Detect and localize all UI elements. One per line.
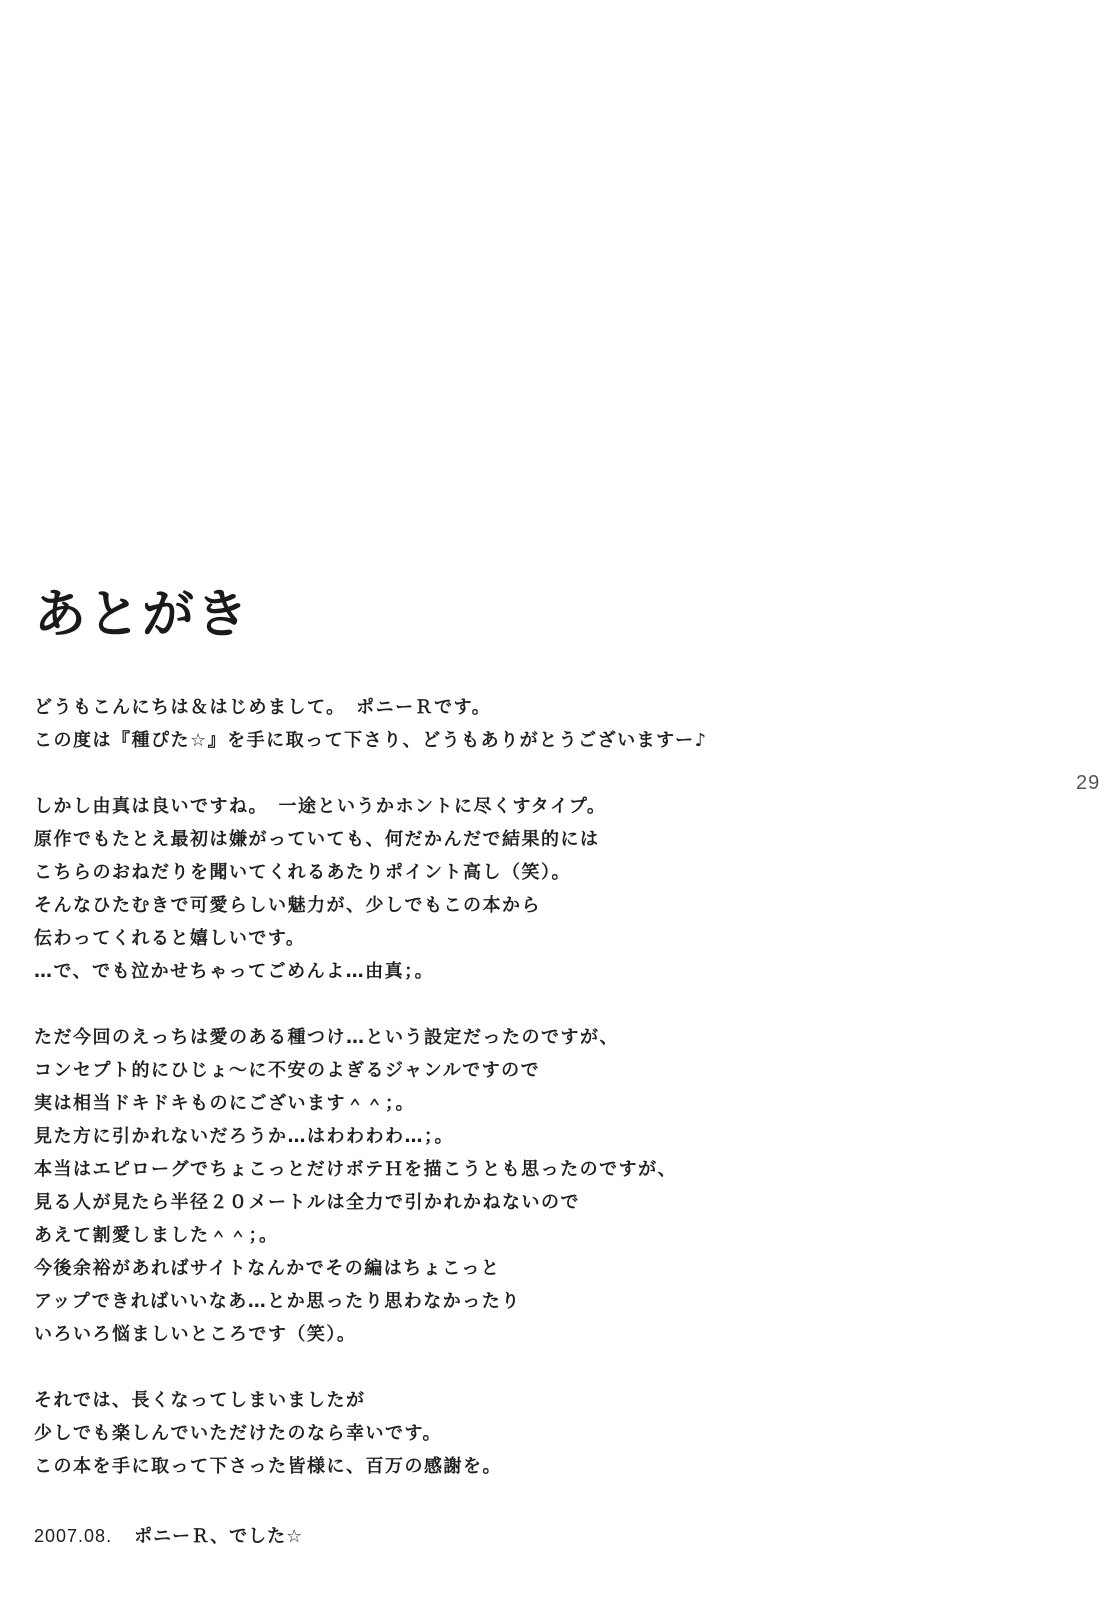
- signature-date: 2007.08.: [34, 1526, 113, 1546]
- text-line: いろいろ悩ましいところです（笑）。: [34, 1324, 357, 1345]
- paragraph: [34, 691, 1034, 757]
- text-line: ただ今回のえっちは愛のある種つけ…という設定だったのですが、: [34, 1027, 619, 1048]
- text-line: 見た方に引かれないだろうか…はわわわわ…；。: [34, 1126, 454, 1147]
- text-line: こちらのおねだりを聞いてくれるあたりポイント高し（笑）。: [34, 862, 571, 883]
- text-line: どうもこんにちは＆はじめまして。 ポニーＲです。: [34, 697, 492, 718]
- text-line: それでは、長くなってしまいましたが: [34, 1390, 366, 1411]
- text-line: 伝わってくれると嬉しいです。: [34, 928, 306, 949]
- text-line: アップできればいいなあ…とか思ったり思わなかったり: [34, 1291, 521, 1312]
- paragraph: [34, 1384, 1034, 1483]
- afterword-body: [34, 691, 1034, 1483]
- paragraph-gap: [34, 1351, 1034, 1384]
- text-line: …で、でも泣かせちゃってごめんよ…由真；。: [34, 961, 435, 982]
- text-line: 実は相当ドキドキものにございます＾＾；。: [34, 1093, 415, 1114]
- text-line: 本当はエピローグでちょこっとだけボテＨを描こうとも思ったのですが、: [34, 1159, 678, 1180]
- text-line: そんなひたむきで可愛らしい魅力が、少しでもこの本から: [34, 895, 541, 916]
- text-line: 原作でもたとえ最初は嫌がっていても、何だかんだで結果的には: [34, 829, 600, 850]
- paragraph: [34, 790, 1034, 988]
- page-number: 29: [1076, 772, 1101, 794]
- text-line: コンセプト的にひじょ～に不安のよぎるジャンルですので: [34, 1060, 541, 1081]
- signature-text: ポニーＲ、でした☆: [134, 1526, 304, 1547]
- paragraph: [34, 1021, 1034, 1351]
- text-line: あえて割愛しました＾＾；。: [34, 1225, 279, 1246]
- text-line: 見る人が見たら半径２０メートルは全力で引かれかねないので: [34, 1192, 580, 1213]
- text-line: しかし由真は良いですね。 一途というかホントに尽くすタイプ。: [34, 796, 607, 817]
- signature: [34, 1522, 303, 1548]
- text-line: 今後余裕があればサイトなんかでその編はちょこっと: [34, 1258, 501, 1279]
- text-line: この本を手に取って下さった皆様に、百万の感謝を。: [34, 1456, 502, 1477]
- text-line: 少しでも楽しんでいただけたのなら幸いです。: [34, 1423, 443, 1444]
- afterword-heading: あとがき: [34, 585, 251, 645]
- paragraph-gap: [34, 757, 1034, 790]
- paragraph-gap: [34, 988, 1034, 1021]
- text-line: この度は『種ぴた☆』を手に取って下さり、どうもありがとうございますー♪: [34, 730, 708, 751]
